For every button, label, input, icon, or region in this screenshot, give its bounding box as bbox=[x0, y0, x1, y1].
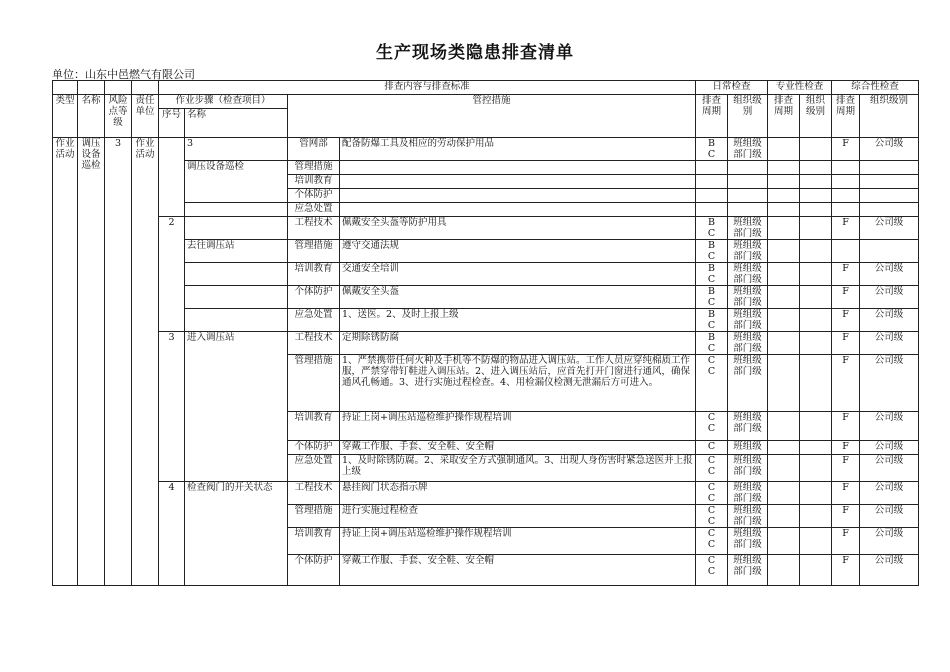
table-cell: 公司级 bbox=[860, 138, 919, 161]
cell-value: 部门级 bbox=[733, 251, 762, 262]
table-cell: 应急处置 bbox=[288, 455, 340, 482]
cell-value: 部门级 bbox=[733, 466, 762, 477]
table-cell bbox=[728, 528, 768, 555]
table-cell: F bbox=[832, 332, 860, 355]
table-cell: 佩戴安全头盔 bbox=[340, 286, 696, 309]
table-cell bbox=[696, 555, 728, 586]
cell-value: C bbox=[707, 505, 716, 516]
table-cell bbox=[728, 240, 768, 263]
table-cell: 定期除锈防腐 bbox=[340, 332, 696, 355]
cell-value: B bbox=[708, 332, 715, 343]
table-cell bbox=[696, 332, 728, 355]
table-cell: 持证上岗+调压站巡检维护操作规程培训 bbox=[340, 528, 696, 555]
table-cell bbox=[105, 81, 132, 95]
table-cell bbox=[696, 189, 728, 203]
header-risk-level: 风险点等级 bbox=[105, 95, 132, 138]
table-cell bbox=[800, 455, 832, 482]
table-cell: 培训教育 bbox=[288, 175, 340, 189]
cell-value: C bbox=[707, 493, 716, 504]
table-cell bbox=[696, 217, 728, 240]
table-cell: 培训教育 bbox=[288, 412, 340, 441]
table-cell bbox=[800, 355, 832, 412]
table-cell bbox=[728, 441, 768, 455]
table-cell: F bbox=[832, 263, 860, 286]
table-cell bbox=[800, 528, 832, 555]
table-cell: 工程技术 bbox=[288, 217, 340, 240]
table-cell: 应急处置 bbox=[288, 203, 340, 217]
table-cell bbox=[768, 286, 800, 309]
table-cell: 管理措施 bbox=[288, 505, 340, 528]
table-cell: 工程技术 bbox=[288, 332, 340, 355]
table-cell bbox=[728, 217, 768, 240]
header-daily-check: 日常检查 bbox=[696, 81, 768, 95]
table-cell bbox=[860, 189, 919, 203]
cell-value: C bbox=[707, 355, 716, 366]
table-cell bbox=[768, 441, 800, 455]
table-cell: 1、及时除锈防腐。2、采取安全方式强制通风。3、出现人身伤害时紧急送医并上报上级 bbox=[340, 455, 696, 482]
main-name: 调压设备巡检 bbox=[78, 138, 105, 586]
table-cell: 遵守交通法规 bbox=[340, 240, 696, 263]
table-cell bbox=[78, 81, 105, 95]
table-cell bbox=[728, 482, 768, 505]
table-cell bbox=[728, 309, 768, 332]
table-cell: 公司级 bbox=[860, 455, 919, 482]
table-cell bbox=[159, 138, 185, 217]
table-cell: 悬挂阀门状态指示牌 bbox=[340, 482, 696, 505]
main-risk-level: 3 bbox=[105, 138, 132, 586]
table-cell bbox=[768, 161, 800, 175]
table-cell bbox=[768, 455, 800, 482]
cell-value: 班组级 bbox=[733, 263, 762, 274]
header-name: 名称 bbox=[78, 95, 105, 138]
header-daily-org: 组织级别 bbox=[728, 95, 768, 138]
table-cell bbox=[696, 240, 728, 263]
table-cell: 个体防护 bbox=[288, 555, 340, 586]
table-cell bbox=[728, 286, 768, 309]
cell-value: 部门级 bbox=[733, 149, 762, 160]
table-cell: F bbox=[832, 286, 860, 309]
cell-value: 班组级 bbox=[733, 455, 762, 466]
table-cell bbox=[696, 455, 728, 482]
table-cell bbox=[800, 309, 832, 332]
table-cell bbox=[800, 240, 832, 263]
main-type: 作业活动 bbox=[53, 138, 78, 586]
table-cell: 穿戴工作服、手套、安全鞋、安全帽 bbox=[340, 555, 696, 586]
cell-value: C bbox=[707, 274, 716, 285]
cell-value: B bbox=[708, 286, 715, 297]
table-cell: 个体防护 bbox=[288, 286, 340, 309]
table-cell bbox=[832, 203, 860, 217]
cell-value: 部门级 bbox=[733, 320, 762, 331]
table-cell bbox=[696, 309, 728, 332]
table-cell bbox=[860, 240, 919, 263]
table-cell: 1、严禁携带任何火种及手机等不防爆的物品进入调压站。工作人员应穿纯棉质工作服，严禁穿带钉鞋进入调压站。2、进入调压站后，应首先打开门窗进行通风，确保通风孔畅通。3、进行实施过程检查。4、用检漏仪检测无泄漏后方可进入。 bbox=[340, 355, 696, 412]
group-name: 检查阀门的开关状态 bbox=[185, 482, 288, 586]
group-seq: 3 bbox=[159, 332, 185, 482]
row-category: 管网部 bbox=[288, 138, 340, 161]
table-cell bbox=[768, 240, 800, 263]
table-cell: 管理措施 bbox=[288, 240, 340, 263]
table-cell: 管理措施 bbox=[288, 355, 340, 412]
cell-value: B bbox=[708, 263, 715, 274]
cell-value: C bbox=[707, 297, 716, 308]
header-type: 类型 bbox=[53, 95, 78, 138]
table-cell bbox=[768, 217, 800, 240]
table-cell bbox=[340, 175, 696, 189]
table-cell bbox=[728, 332, 768, 355]
table-cell bbox=[800, 203, 832, 217]
table-cell bbox=[768, 203, 800, 217]
table-cell bbox=[768, 263, 800, 286]
header-daily-period: 排查周期 bbox=[696, 95, 728, 138]
cell-value: C bbox=[707, 343, 716, 354]
table-cell bbox=[696, 505, 728, 528]
cell-value: 班组级 bbox=[733, 138, 762, 149]
table-row bbox=[53, 138, 919, 161]
table-cell bbox=[800, 332, 832, 355]
cell-value: C bbox=[707, 441, 716, 452]
table-cell bbox=[696, 286, 728, 309]
table-cell: 交通安全培训 bbox=[340, 263, 696, 286]
table-cell: F bbox=[832, 412, 860, 441]
table-cell bbox=[768, 309, 800, 332]
cell-value: B bbox=[708, 138, 715, 149]
header-control-measures: 管控措施 bbox=[288, 95, 696, 138]
cell-value: 班组级 bbox=[733, 505, 762, 516]
table-cell bbox=[832, 175, 860, 189]
table-cell bbox=[696, 412, 728, 441]
group-name: 调压设备巡检 bbox=[185, 161, 288, 203]
table-cell bbox=[728, 505, 768, 528]
table-cell bbox=[696, 203, 728, 217]
cell-value: 部门级 bbox=[733, 228, 762, 239]
group-name: 去往调压站 bbox=[185, 240, 288, 263]
group-seq: 3 bbox=[185, 138, 288, 161]
header-resp-unit: 责任单位 bbox=[132, 95, 159, 138]
table-cell bbox=[832, 189, 860, 203]
table-cell bbox=[832, 161, 860, 175]
cell-value: 班组级 bbox=[733, 240, 762, 251]
cell-value: 班组级 bbox=[733, 528, 762, 539]
header-work-steps: 作业步骤（检查项目） bbox=[159, 95, 288, 109]
table-cell: F bbox=[832, 441, 860, 455]
group-seq: 2 bbox=[159, 217, 185, 332]
header-comp-org: 组织级别 bbox=[860, 95, 919, 138]
table-cell: F bbox=[832, 138, 860, 161]
page-title: 生产现场类隐患排查清单 bbox=[376, 43, 574, 63]
cell-value: 部门级 bbox=[733, 274, 762, 285]
table-row bbox=[53, 332, 919, 355]
cell-value: 班组级 bbox=[733, 482, 762, 493]
table-cell: 应急处置 bbox=[288, 309, 340, 332]
header-row-1 bbox=[53, 81, 919, 95]
cell-value: C bbox=[707, 423, 716, 434]
row-measure: 配备防爆工具及相应的劳动保护用品 bbox=[340, 138, 696, 161]
group-name: 进入调压站 bbox=[185, 332, 288, 482]
cell-value: C bbox=[707, 539, 716, 550]
table-cell: 公司级 bbox=[860, 332, 919, 355]
table-cell: 穿戴工作服、手套、安全鞋、安全帽 bbox=[340, 441, 696, 455]
header-pro-check: 专业性检查 bbox=[768, 81, 832, 95]
table-cell bbox=[696, 263, 728, 286]
table-cell bbox=[696, 138, 728, 161]
cell-value: 班组级 bbox=[733, 332, 762, 343]
table-cell: 公司级 bbox=[860, 263, 919, 286]
table-cell bbox=[768, 412, 800, 441]
header-comp-check: 综合性检查 bbox=[832, 81, 919, 95]
table-cell: F bbox=[832, 528, 860, 555]
table-cell: 公司级 bbox=[860, 505, 919, 528]
cell-value: C bbox=[707, 251, 716, 262]
cell-value: C bbox=[707, 566, 716, 577]
table-cell bbox=[800, 482, 832, 505]
table-cell bbox=[800, 286, 832, 309]
table-cell: 公司级 bbox=[860, 441, 919, 455]
table-cell: 公司级 bbox=[860, 309, 919, 332]
table-cell bbox=[860, 203, 919, 217]
header-content-std: 排查内容与排查标准 bbox=[159, 81, 696, 95]
table-cell bbox=[800, 189, 832, 203]
cell-value: C bbox=[707, 466, 716, 477]
table-cell bbox=[696, 528, 728, 555]
table-cell bbox=[340, 203, 696, 217]
cell-value: C bbox=[707, 149, 716, 160]
table-cell: F bbox=[832, 505, 860, 528]
table-cell: 公司级 bbox=[860, 555, 919, 586]
table-cell bbox=[800, 505, 832, 528]
table-cell: F bbox=[832, 482, 860, 505]
table-cell: 公司级 bbox=[860, 482, 919, 505]
table-cell bbox=[800, 555, 832, 586]
cell-value: 部门级 bbox=[733, 366, 762, 377]
cell-value: 班组级 bbox=[733, 441, 762, 452]
cell-value: 部门级 bbox=[733, 566, 762, 577]
cell-value: 部门级 bbox=[733, 423, 762, 434]
cell-value: C bbox=[707, 412, 716, 423]
unit-label: 单位：山东中邑燃气有限公司 bbox=[52, 68, 195, 81]
table-cell bbox=[768, 555, 800, 586]
cell-value: B bbox=[708, 240, 715, 251]
cell-value: C bbox=[707, 516, 716, 527]
table-cell bbox=[728, 555, 768, 586]
cell-value: 班组级 bbox=[733, 309, 762, 320]
cell-value: 部门级 bbox=[733, 297, 762, 308]
cell-value: 部门级 bbox=[733, 539, 762, 550]
main-resp-unit: 作业活动 bbox=[132, 138, 159, 586]
table-cell bbox=[728, 455, 768, 482]
cell-value: C bbox=[707, 320, 716, 331]
cell-value: 部门级 bbox=[733, 343, 762, 354]
table-cell bbox=[185, 286, 288, 309]
header-pro-period: 排查周期 bbox=[768, 95, 800, 138]
table-cell bbox=[185, 217, 288, 240]
table-cell: 培训教育 bbox=[288, 528, 340, 555]
cell-value: 班组级 bbox=[733, 412, 762, 423]
table-cell: 公司级 bbox=[860, 286, 919, 309]
table-cell bbox=[768, 138, 800, 161]
table-cell bbox=[696, 441, 728, 455]
table-cell bbox=[800, 263, 832, 286]
cell-value: C bbox=[707, 555, 716, 566]
table-cell: 公司级 bbox=[860, 412, 919, 441]
table-cell: F bbox=[832, 217, 860, 240]
table-cell bbox=[185, 203, 288, 217]
table-cell bbox=[53, 81, 78, 95]
table-cell: 个体防护 bbox=[288, 189, 340, 203]
table-cell bbox=[860, 175, 919, 189]
table-cell bbox=[728, 412, 768, 441]
group-seq: 4 bbox=[159, 482, 185, 586]
table-cell: F bbox=[832, 555, 860, 586]
table-cell: 1、送医。2、及时上报上级 bbox=[340, 309, 696, 332]
table-cell bbox=[768, 332, 800, 355]
table-cell: F bbox=[832, 309, 860, 332]
table-cell bbox=[728, 175, 768, 189]
cell-value: 班组级 bbox=[733, 555, 762, 566]
table-cell: 个体防护 bbox=[288, 441, 340, 455]
table-cell bbox=[696, 482, 728, 505]
cell-value: C bbox=[707, 366, 716, 377]
table-cell bbox=[768, 505, 800, 528]
header-seq: 序号 bbox=[159, 109, 185, 138]
header-comp-period: 排查周期 bbox=[832, 95, 860, 138]
table-cell bbox=[340, 189, 696, 203]
table-cell: 工程技术 bbox=[288, 482, 340, 505]
table-cell bbox=[728, 161, 768, 175]
table-cell: 进行实施过程检查 bbox=[340, 505, 696, 528]
table-cell: F bbox=[832, 455, 860, 482]
cell-value: 部门级 bbox=[733, 516, 762, 527]
cell-value: B bbox=[708, 309, 715, 320]
cell-value: C bbox=[707, 455, 716, 466]
cell-value: C bbox=[707, 528, 716, 539]
cell-value: 班组级 bbox=[733, 286, 762, 297]
table-cell bbox=[185, 263, 288, 286]
table-cell bbox=[768, 175, 800, 189]
cell-value: C bbox=[707, 228, 716, 239]
cell-value: 班组级 bbox=[733, 355, 762, 366]
table-cell bbox=[800, 441, 832, 455]
table-cell: 培训教育 bbox=[288, 263, 340, 286]
header-pro-org: 组织级别 bbox=[800, 95, 832, 138]
table-cell: 公司级 bbox=[860, 355, 919, 412]
table-cell bbox=[768, 482, 800, 505]
header-row-2 bbox=[53, 95, 919, 109]
table-cell bbox=[800, 217, 832, 240]
table-cell bbox=[132, 81, 159, 95]
table-cell bbox=[696, 161, 728, 175]
table-cell bbox=[728, 263, 768, 286]
table-cell: 佩戴安全头盔等防护用具 bbox=[340, 217, 696, 240]
cell-value: 部门级 bbox=[733, 493, 762, 504]
table-cell: 公司级 bbox=[860, 217, 919, 240]
table-cell: F bbox=[832, 355, 860, 412]
table-cell bbox=[728, 189, 768, 203]
table-cell bbox=[800, 161, 832, 175]
hazard-table bbox=[52, 80, 919, 586]
table-cell bbox=[860, 161, 919, 175]
table-cell bbox=[696, 175, 728, 189]
cell-value: 班组级 bbox=[733, 217, 762, 228]
table-cell bbox=[728, 355, 768, 412]
table-cell bbox=[340, 161, 696, 175]
table-cell bbox=[696, 355, 728, 412]
header-step-name: 名称 bbox=[185, 109, 288, 138]
table-cell: 管理措施 bbox=[288, 161, 340, 175]
table-cell: 公司级 bbox=[860, 528, 919, 555]
table-cell bbox=[800, 412, 832, 441]
table-row bbox=[53, 217, 919, 240]
table-cell bbox=[728, 138, 768, 161]
table-cell: 持证上岗+调压站巡检维护操作规程培训 bbox=[340, 412, 696, 441]
table-row bbox=[53, 482, 919, 505]
table-cell bbox=[768, 528, 800, 555]
cell-value: B bbox=[708, 217, 715, 228]
table-cell bbox=[832, 240, 860, 263]
table-cell bbox=[800, 175, 832, 189]
table-cell bbox=[768, 189, 800, 203]
table-cell bbox=[800, 138, 832, 161]
table-cell bbox=[185, 309, 288, 332]
table-cell bbox=[728, 203, 768, 217]
table-cell bbox=[768, 355, 800, 412]
cell-value: C bbox=[707, 482, 716, 493]
